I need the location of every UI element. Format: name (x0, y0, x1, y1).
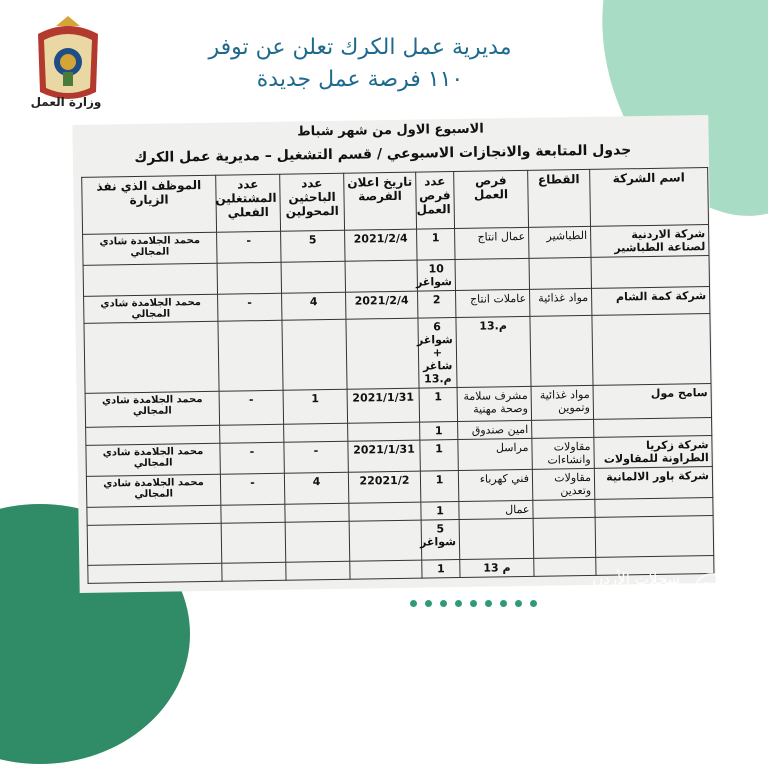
decorative-dots (410, 600, 537, 608)
cell-staff (87, 523, 222, 565)
cell-hired: - (220, 442, 284, 474)
cell-staff (83, 263, 217, 296)
cell-sector: الطباشير (529, 226, 591, 258)
cell-seekers (285, 521, 350, 562)
cell-date (350, 560, 422, 579)
cell-sector: مقاولات وانشاءات (532, 437, 594, 469)
ministry-name: وزارة العمل (30, 95, 102, 109)
cell-company (594, 418, 712, 438)
cell-seekers (284, 423, 348, 442)
cell-sector: مواد غذائية (530, 288, 592, 316)
cell-count: 1 (417, 229, 455, 261)
cell-jobs: مشرف سلامة وصحة مهنية (457, 386, 532, 421)
cell-date: 2021/2/4 (345, 229, 417, 261)
table-row (84, 314, 711, 394)
column-header-jobs: فرص العمل (454, 170, 529, 228)
dot (515, 600, 522, 607)
cell-count: 1 (419, 388, 458, 423)
cell-count: 10 شواغر (417, 260, 455, 292)
job-openings-table (81, 167, 714, 584)
cell-company: شركة كمة الشام (591, 287, 709, 316)
cell-date (349, 520, 422, 561)
dot (500, 600, 507, 607)
cell-seekers (282, 319, 347, 390)
announcement-headline (180, 32, 540, 96)
cell-sector (530, 315, 593, 386)
column-header-seekers: عدد الباحثين المحولين (280, 173, 345, 231)
document-title: الاسبوع الاول من شهر شباط (297, 121, 484, 140)
dot (470, 600, 477, 607)
cell-date: 2021/1/31 (348, 440, 420, 472)
cell-seekers (286, 561, 350, 580)
table-header-row (82, 168, 709, 235)
cell-staff: محمد الجلامدة شادي المجالي (85, 391, 220, 427)
cell-jobs: امين صندوق (458, 420, 532, 439)
cell-company: سامح مول (593, 384, 712, 420)
cell-hired (221, 504, 285, 523)
cell-company (591, 256, 709, 289)
cell-count: 1 (420, 471, 458, 503)
cell-jobs (455, 258, 529, 290)
document-subtitle: جدول المتابعة والانجازات الاسبوعي / قسم التشغيل – مديرية عمل الكرك (134, 142, 632, 167)
cell-seekers: 5 (281, 230, 345, 262)
column-header-date: تاريخ اعلان الفرصة (344, 172, 417, 230)
cell-sector (533, 517, 596, 558)
document-photo (72, 115, 715, 593)
cell-count: 1 (420, 440, 458, 472)
cell-staff (84, 321, 219, 393)
cell-staff: محمد الجلامدة شادي المجالي (84, 294, 218, 323)
cell-date (345, 260, 417, 292)
column-header-staff: الموظف الذي نفذ الزيارة (82, 175, 217, 234)
cell-hired (220, 424, 284, 443)
cell-count: 6 شواغر + شاغر م.13 (418, 318, 457, 389)
column-header-company: اسم الشركة (590, 168, 709, 227)
cell-date: 2021/1/31 (347, 388, 420, 423)
dot (530, 600, 537, 607)
cell-date (348, 422, 420, 441)
cell-hired: - (219, 390, 284, 425)
cell-hired: - (217, 231, 281, 263)
cell-jobs: مراسل (458, 438, 532, 470)
cell-staff: محمد الجلامدة شادي المجالي (86, 474, 220, 507)
cell-company: شركة باور الالمانية (594, 467, 712, 500)
cell-sector: مقاولات وتعدين (532, 468, 594, 500)
cell-company (595, 516, 714, 558)
headline-line-2: ١١٠ فرصة عمل جديدة (256, 67, 464, 92)
dot (485, 600, 492, 607)
cell-staff (86, 425, 220, 445)
cell-hired (221, 522, 286, 563)
cell-seekers: 4 (282, 292, 346, 320)
cell-company: شركة زكريا الطراونة للمقاولات (594, 436, 712, 469)
watermark-site-text: JordanRec.com (578, 596, 690, 614)
cell-jobs: عمال (459, 500, 533, 519)
cell-seekers (285, 503, 349, 522)
cell-staff (87, 505, 221, 525)
cell-seekers: 1 (283, 389, 348, 424)
cell-hired: - (220, 473, 284, 505)
cell-company (595, 498, 713, 518)
cell-staff (88, 563, 222, 583)
dot (425, 600, 432, 607)
cell-date (346, 318, 419, 389)
cell-seekers: 4 (284, 472, 348, 504)
cell-count: 1 (420, 422, 458, 441)
headline-line-1: مديرية عمل الكرك تعلن عن توفر (208, 35, 512, 60)
cell-jobs (459, 518, 534, 559)
cell-hired: - (218, 293, 282, 321)
cell-sector: مواد غذائية وتموين (531, 385, 594, 420)
column-header-hired: عدد المشتغلين الفعلي (216, 174, 281, 232)
site-watermark (540, 566, 740, 622)
cell-count: 1 (422, 559, 460, 578)
cell-jobs: م 13 (460, 558, 534, 577)
cell-count: 1 (421, 501, 459, 520)
cell-sector (532, 419, 594, 438)
cell-hired (217, 262, 281, 294)
dot (410, 600, 417, 607)
cell-count: 5 شواغر (421, 519, 460, 560)
cell-seekers (281, 261, 345, 293)
cell-jobs: عمال انتاج (455, 227, 529, 259)
dot (455, 600, 462, 607)
cell-jobs: م.13 (456, 316, 531, 387)
cell-jobs: فني كهرباء (458, 469, 532, 501)
cell-company: شركة الاردنية لصناعة الطباشير (591, 225, 709, 258)
column-header-sector: القطاع (528, 169, 591, 227)
cell-staff: محمد الجلامدة شادي المجالي (86, 443, 220, 476)
cell-hired (222, 562, 286, 581)
cell-date: 2021/2/4 (346, 291, 418, 319)
cell-jobs: عاملات انتاج (456, 289, 530, 317)
dot (440, 600, 447, 607)
cell-date: 22021/2 (348, 471, 420, 503)
jordan-map-icon (692, 572, 732, 612)
watermark-arabic-text: سجلات الأردن (592, 570, 680, 588)
cell-count: 2 (418, 291, 456, 319)
column-header-count: عدد فرص العمل (416, 172, 455, 230)
cell-date (349, 502, 421, 521)
cell-staff: محمد الجلامدة شادي المجالي (83, 232, 217, 265)
cell-sector (529, 257, 591, 289)
cell-sector (533, 499, 595, 518)
cell-hired (218, 320, 283, 391)
cell-seekers: - (284, 441, 348, 473)
cell-company (592, 314, 711, 386)
